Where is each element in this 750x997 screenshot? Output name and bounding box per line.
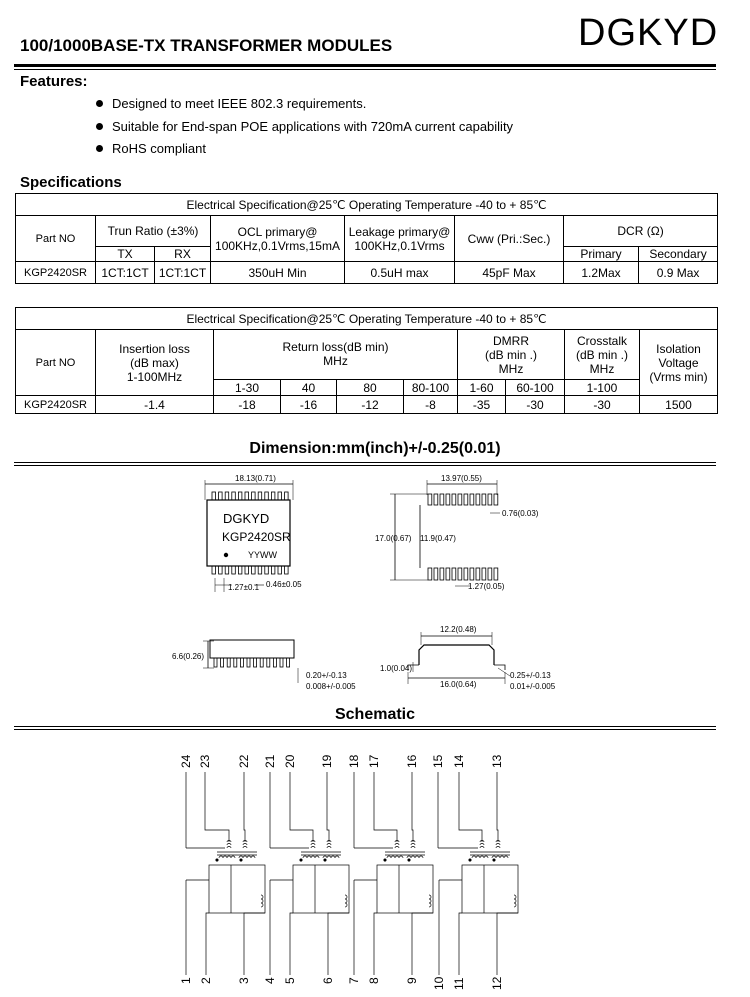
dimension-heading: Dimension:mm(inch)+/-0.25(0.01) bbox=[249, 440, 501, 457]
dmrr-header-line1: DMRR bbox=[493, 333, 529, 348]
side-lead bbox=[240, 658, 243, 667]
bullet-icon bbox=[96, 145, 103, 152]
side-lead bbox=[273, 658, 276, 667]
schematic-channel bbox=[354, 772, 433, 975]
package-pin bbox=[245, 566, 249, 574]
return-value-cell: -16 bbox=[281, 396, 337, 414]
schematic-pin-label-bottom: 8 bbox=[367, 977, 381, 984]
insertion-loss-header bbox=[96, 330, 214, 396]
end-view-drawing bbox=[408, 632, 510, 684]
schematic-pin-label-bottom: 4 bbox=[263, 977, 277, 984]
top-date-code: YYWW bbox=[248, 550, 277, 560]
part-no-cell: KGP2420SR bbox=[16, 262, 96, 284]
bullet-icon bbox=[96, 123, 103, 130]
return-value-cell: -12 bbox=[337, 396, 404, 414]
side-lead bbox=[254, 658, 257, 667]
schematic-pin-label-bottom: 2 bbox=[199, 977, 213, 984]
package-pin bbox=[265, 566, 269, 574]
package-pin bbox=[265, 492, 269, 500]
side-lead bbox=[287, 658, 290, 667]
land-pad bbox=[488, 568, 492, 580]
package-pin bbox=[278, 492, 282, 500]
feature-item bbox=[96, 119, 513, 134]
dimension-drawings bbox=[0, 466, 750, 701]
package-pin bbox=[271, 566, 275, 574]
package-pin bbox=[258, 492, 262, 500]
package-pin bbox=[238, 566, 242, 574]
side-lead bbox=[267, 658, 270, 667]
end-lead-label-mm: 0.25+/-0.13 bbox=[510, 671, 551, 680]
land-pad bbox=[482, 494, 486, 505]
return-value-cell: -18 bbox=[214, 396, 281, 414]
schematic-pin-label-bottom: 12 bbox=[490, 976, 504, 990]
feature-item bbox=[96, 96, 366, 111]
land-pad bbox=[428, 568, 432, 580]
land-width-label: 13.97(0.55) bbox=[441, 474, 482, 483]
end-span-label: 16.0(0.64) bbox=[440, 680, 477, 689]
table2-caption: Electrical Specification@25℃ Operating Temperature -40 to + 85℃ bbox=[16, 308, 718, 330]
rx-header: RX bbox=[155, 247, 211, 262]
side-height-label: 6.6(0.26) bbox=[172, 652, 205, 661]
title-rule bbox=[14, 64, 716, 67]
rx-ratio-cell: 1CT:1CT bbox=[155, 262, 211, 284]
return-header-line2: MHz bbox=[323, 354, 348, 368]
crosstalk-freq: 1-100 bbox=[565, 380, 640, 396]
isolation-header bbox=[640, 330, 718, 396]
schematic-pin-label-top: 22 bbox=[237, 754, 251, 768]
land-pad bbox=[428, 494, 432, 505]
top-part-text: KGP2420SR bbox=[222, 530, 291, 544]
side-view-drawing bbox=[203, 640, 298, 683]
side-lead-label-mm: 0.20+/-0.13 bbox=[306, 671, 347, 680]
schematic-pin-label-bottom: 1 bbox=[179, 977, 193, 984]
schematic-heading: Schematic bbox=[334, 706, 416, 723]
return-freq: 1-30 bbox=[214, 380, 281, 396]
insertion-header-line3: 1-100MHz bbox=[126, 369, 183, 384]
package-pin bbox=[232, 566, 236, 574]
schematic-pin-label-top: 15 bbox=[431, 754, 445, 768]
specifications-heading: Specifications bbox=[20, 174, 122, 191]
page-title: 100/1000BASE-TX TRANSFORMER MODULES bbox=[20, 36, 393, 55]
schematic-pin-label-top: 19 bbox=[320, 754, 334, 768]
land-pad bbox=[452, 494, 456, 505]
dmrr-freq: 1-60 bbox=[458, 380, 506, 396]
table1-caption: Electrical Specification@25℃ Operating Temperature -40 to + 85℃ bbox=[16, 194, 718, 216]
land-pad bbox=[494, 494, 498, 505]
crosstalk-header-line3: MHz bbox=[589, 361, 615, 376]
end-standoff-label: 1.0(0.04) bbox=[380, 664, 413, 673]
feature-item bbox=[96, 141, 206, 156]
schematic-rule-bottom bbox=[14, 729, 716, 730]
land-pad bbox=[440, 494, 444, 505]
land-pad bbox=[452, 568, 456, 580]
side-lead-label-in: 0.008+/-0.005 bbox=[306, 682, 356, 691]
schematic-pin-label-top: 20 bbox=[283, 754, 297, 768]
ocl-header bbox=[211, 216, 345, 262]
schematic-channel bbox=[438, 772, 518, 975]
tx-header: TX bbox=[96, 247, 155, 262]
top-width-label: 18.13(0.71) bbox=[235, 474, 276, 483]
features-heading: Features: bbox=[20, 73, 88, 90]
land-pad bbox=[482, 568, 486, 580]
side-lead bbox=[214, 658, 217, 667]
return-freq: 40 bbox=[281, 380, 337, 396]
schematic-channel bbox=[270, 772, 349, 975]
top-pitch-label: 1.27±0.1 bbox=[228, 583, 260, 592]
dmrr-value-cell: -30 bbox=[506, 396, 565, 414]
land-pad bbox=[446, 494, 450, 505]
package-pin bbox=[258, 566, 262, 574]
spec-table-1 bbox=[15, 193, 718, 284]
schematic-pin-label-bottom: 6 bbox=[321, 977, 335, 984]
crosstalk-header-line2: (dB min .) bbox=[575, 347, 628, 362]
schematic-pin-label-top: 23 bbox=[198, 754, 212, 768]
schematic-pin-label-bottom: 3 bbox=[237, 977, 251, 984]
land-pad bbox=[434, 568, 438, 580]
side-lead bbox=[227, 658, 230, 667]
brand-logo: DGKYD bbox=[578, 12, 719, 54]
insertion-cell: -1.4 bbox=[96, 396, 214, 414]
package-pin bbox=[238, 492, 242, 500]
dcr-secondary-header: Secondary bbox=[639, 247, 718, 262]
end-lead-label-in: 0.01+/-0.005 bbox=[510, 682, 556, 691]
land-pad bbox=[446, 568, 450, 580]
part-no-cell: KGP2420SR bbox=[16, 396, 96, 414]
dmrr-value-cell: -35 bbox=[458, 396, 506, 414]
isolation-header-line2: Voltage bbox=[658, 355, 699, 370]
crosstalk-header bbox=[565, 330, 640, 380]
dcr-secondary-cell: 0.9 Max bbox=[639, 262, 718, 284]
land-pad bbox=[458, 568, 462, 580]
turn-ratio-header: Trun Ratio (±3%) bbox=[96, 216, 211, 247]
crosstalk-cell: -30 bbox=[565, 396, 640, 414]
land-pad bbox=[488, 494, 492, 505]
land-pad bbox=[494, 568, 498, 580]
leakage-header-line1: Leakage primary@ bbox=[348, 224, 451, 239]
dcr-primary-header: Primary bbox=[564, 247, 639, 262]
schematic-pin-label-bottom: 7 bbox=[347, 977, 361, 984]
return-loss-header bbox=[214, 330, 458, 380]
schematic-pin-label-bottom: 5 bbox=[283, 977, 297, 984]
package-pin bbox=[225, 492, 229, 500]
land-pad bbox=[434, 494, 438, 505]
package-pin bbox=[252, 492, 256, 500]
leakage-header-line2: 100KHz,0.1Vrms bbox=[354, 238, 445, 253]
schematic-pin-label-top: 16 bbox=[405, 754, 419, 768]
feature-text: Suitable for End-span POE applications with 720mA current capability bbox=[112, 119, 514, 134]
schematic-pin-label-top: 21 bbox=[263, 754, 277, 768]
ocl-header-line2: 100KHz,0.1Vrms,15mA bbox=[215, 238, 340, 253]
spec-table-2 bbox=[15, 307, 718, 414]
top-pin-width-label: 0.46±0.05 bbox=[266, 580, 302, 589]
dmrr-header-line2: (dB min .) bbox=[484, 347, 537, 362]
schematic-pin-label-top: 18 bbox=[347, 754, 361, 768]
schematic-pin-label-top: 14 bbox=[452, 754, 466, 768]
isolation-cell: 1500 bbox=[640, 396, 718, 414]
pin1-dot bbox=[224, 553, 228, 557]
land-view-drawing bbox=[390, 480, 500, 586]
side-lead bbox=[247, 658, 250, 667]
dmrr-header bbox=[458, 330, 565, 380]
schematic-channel bbox=[186, 772, 265, 975]
insertion-header-line2: (dB max) bbox=[130, 355, 179, 370]
cww-header: Cww (Pri.:Sec.) bbox=[455, 216, 564, 262]
isolation-header-line3: (Vrms min) bbox=[649, 369, 708, 384]
package-pin bbox=[232, 492, 236, 500]
dmrr-freq: 60-100 bbox=[506, 380, 565, 396]
package-pin bbox=[252, 566, 256, 574]
land-pad bbox=[464, 568, 468, 580]
schematic-pin-label-bottom: 9 bbox=[405, 977, 419, 984]
schematic-pin-label-bottom: 11 bbox=[452, 977, 466, 990]
schematic-pin-label-top: 13 bbox=[490, 754, 504, 768]
leakage-cell: 0.5uH max bbox=[345, 262, 455, 284]
end-body-label: 12.2(0.48) bbox=[440, 625, 477, 634]
package-pin bbox=[212, 566, 216, 574]
package-pin bbox=[271, 492, 275, 500]
feature-text: RoHS compliant bbox=[112, 141, 206, 156]
schematic-pin-label-top: 24 bbox=[179, 754, 193, 768]
title-subrule bbox=[14, 69, 716, 70]
package-pin bbox=[285, 492, 289, 500]
side-lead bbox=[221, 658, 224, 667]
cww-cell: 45pF Max bbox=[455, 262, 564, 284]
return-freq: 80 bbox=[337, 380, 404, 396]
part-no-header: Part NO bbox=[16, 330, 96, 396]
land-pad bbox=[464, 494, 468, 505]
package-pin bbox=[219, 566, 223, 574]
land-overall-label: 17.0(0.67) bbox=[375, 534, 412, 543]
land-inner-label: 11.9(0.47) bbox=[420, 534, 456, 543]
dimension-rule-top bbox=[14, 462, 716, 463]
dcr-header: DCR (Ω) bbox=[564, 216, 718, 247]
land-pitch-label: 1.27(0.05) bbox=[468, 582, 505, 591]
crosstalk-header-line1: Crosstalk bbox=[576, 333, 627, 348]
return-freq: 80-100 bbox=[404, 380, 458, 396]
return-value-cell: -8 bbox=[404, 396, 458, 414]
land-pad bbox=[458, 494, 462, 505]
return-header-line1: Return loss(dB min) bbox=[282, 340, 389, 354]
schematic-rule-top bbox=[14, 726, 716, 727]
package-pin bbox=[225, 566, 229, 574]
package-pin bbox=[285, 566, 289, 574]
insertion-header-line1: Insertion loss bbox=[119, 341, 190, 356]
tx-ratio-cell: 1CT:1CT bbox=[96, 262, 155, 284]
side-lead bbox=[260, 658, 263, 667]
side-lead bbox=[234, 658, 237, 667]
bullet-icon bbox=[96, 100, 103, 107]
schematic-pin-label-top: 17 bbox=[367, 754, 381, 768]
side-lead bbox=[280, 658, 283, 667]
leakage-header bbox=[345, 216, 455, 262]
package-pin bbox=[212, 492, 216, 500]
land-pad bbox=[470, 568, 474, 580]
land-pad-width-label: 0.76(0.03) bbox=[502, 509, 539, 518]
land-pad bbox=[440, 568, 444, 580]
package-pin bbox=[245, 492, 249, 500]
schematic-pin-label-bottom: 10 bbox=[432, 976, 446, 990]
ocl-cell: 350uH Min bbox=[211, 262, 345, 284]
dcr-primary-cell: 1.2Max bbox=[564, 262, 639, 284]
dmrr-header-line3: MHz bbox=[498, 361, 524, 376]
part-no-header: Part NO bbox=[16, 216, 96, 262]
feature-text: Designed to meet IEEE 802.3 requirements. bbox=[112, 96, 367, 111]
land-pad bbox=[476, 494, 480, 505]
ocl-header-line1: OCL primary@ bbox=[237, 224, 318, 239]
land-pad bbox=[470, 494, 474, 505]
top-brand-text: DGKYD bbox=[223, 511, 270, 526]
package-pin bbox=[219, 492, 223, 500]
isolation-header-line1: Isolation bbox=[656, 341, 701, 356]
package-pin bbox=[278, 566, 282, 574]
land-pad bbox=[476, 568, 480, 580]
schematic-diagram bbox=[0, 735, 750, 997]
